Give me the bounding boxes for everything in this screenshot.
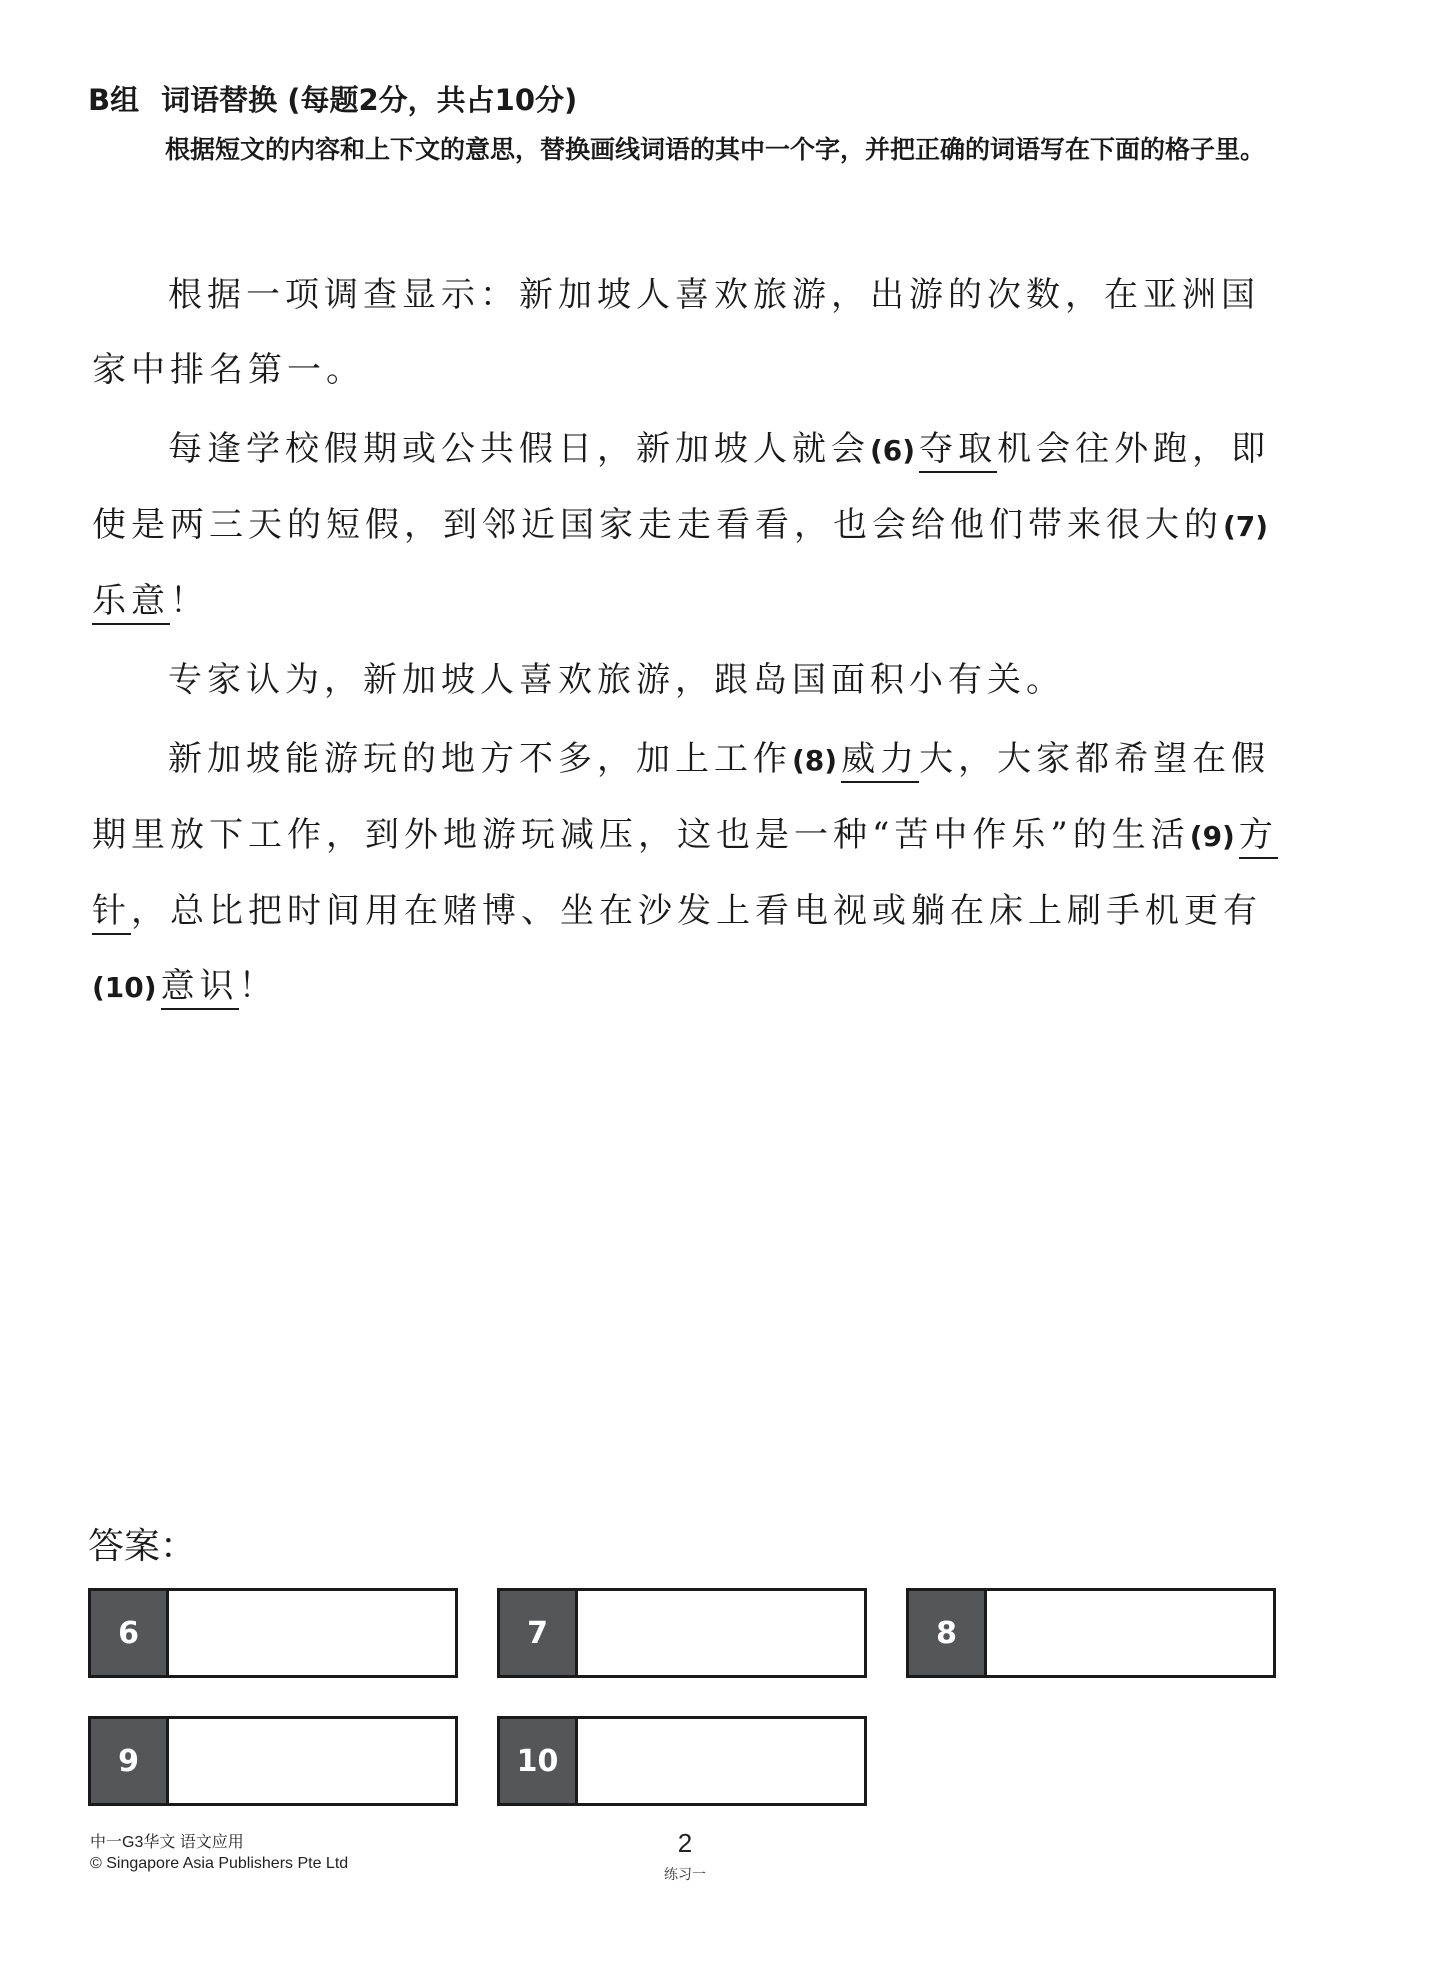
answer-number-7: 7 <box>500 1591 575 1675</box>
paragraph-1: 根据一项调查显示：新加坡人喜欢旅游，出游的次数，在亚洲国家中排名第一。 <box>92 275 1260 390</box>
question-9-underlined-word: 方针 <box>92 815 1278 935</box>
question-7-underlined-word: 乐意 <box>92 581 170 625</box>
question-9-number: (9) <box>1189 820 1235 853</box>
footer-copyright: © Singapore Asia Publishers Pte Ltd <box>90 1855 349 1872</box>
question-6-underlined-word: 夺取 <box>919 429 997 473</box>
p4-text-d: ！ <box>238 966 278 1006</box>
answer-number-9: 9 <box>91 1719 166 1803</box>
answer-box-9 <box>88 1716 458 1806</box>
passage <box>92 258 1292 1025</box>
question-10-number: (10) <box>92 971 157 1004</box>
section-group-label: B组 <box>88 83 140 117</box>
p4-text-c: ，总比把时间用在赌博、坐在沙发上看电视或躺在床上刷手机更有 <box>131 891 1262 931</box>
answer-field-6[interactable] <box>166 1591 455 1675</box>
answer-box-7 <box>497 1588 867 1678</box>
question-7-number: (7) <box>1223 510 1269 543</box>
section-title: 词语替换 (每题2分，共占10分) <box>161 83 578 117</box>
page-exercise-label: 练习一 <box>664 1866 706 1882</box>
section-heading <box>88 78 577 119</box>
question-10-underlined-word: 意识 <box>161 966 239 1010</box>
answer-label: 答案： <box>88 1526 197 1567</box>
answer-field-9[interactable] <box>166 1719 455 1803</box>
answer-box-10 <box>497 1716 867 1806</box>
answer-box-6 <box>88 1588 458 1678</box>
p2-text-b: 机会往外跑，即使是两三天的短假，到邻近国家走走看看，也会给他们带来很大的 <box>92 429 1271 545</box>
p2-text-c: ！ <box>170 581 209 621</box>
p2-text-a: 每逢学校假期或公共假日，新加坡人就会 <box>168 429 870 469</box>
answer-field-8[interactable] <box>984 1591 1273 1675</box>
answer-number-8: 8 <box>909 1591 984 1675</box>
footer-credits <box>90 1832 348 1874</box>
question-8-number: (8) <box>792 744 838 777</box>
p4-text-b: 大，大家都希望在假期里放下工作，到外地游玩减压，这也是一种“苦中作乐”的生活 <box>92 739 1271 855</box>
question-6-number: (6) <box>870 434 916 467</box>
paragraph-2 <box>92 412 1292 639</box>
section-instruction: 根据短文的内容和上下文的意思，替换画线词语的其中一个字，并把正确的词语写在下面的格子里。 <box>165 135 1266 164</box>
answer-number-6: 6 <box>91 1591 166 1675</box>
page-number: 2 <box>677 1828 693 1858</box>
answer-field-10[interactable] <box>575 1719 864 1803</box>
answer-field-7[interactable] <box>575 1591 864 1675</box>
question-8-underlined-word: 威力 <box>841 739 919 783</box>
paragraph-4 <box>92 722 1292 1025</box>
paragraph-3: 专家认为，新加坡人喜欢旅游，跟岛国面积小有关。 <box>168 660 1065 700</box>
p4-text-a: 新加坡能游玩的地方不多，加上工作 <box>168 739 792 779</box>
footer-book-title: 中一G3华文 语文应用 <box>90 1834 244 1851</box>
answer-box-8 <box>906 1588 1276 1678</box>
answer-number-10: 10 <box>500 1719 575 1803</box>
